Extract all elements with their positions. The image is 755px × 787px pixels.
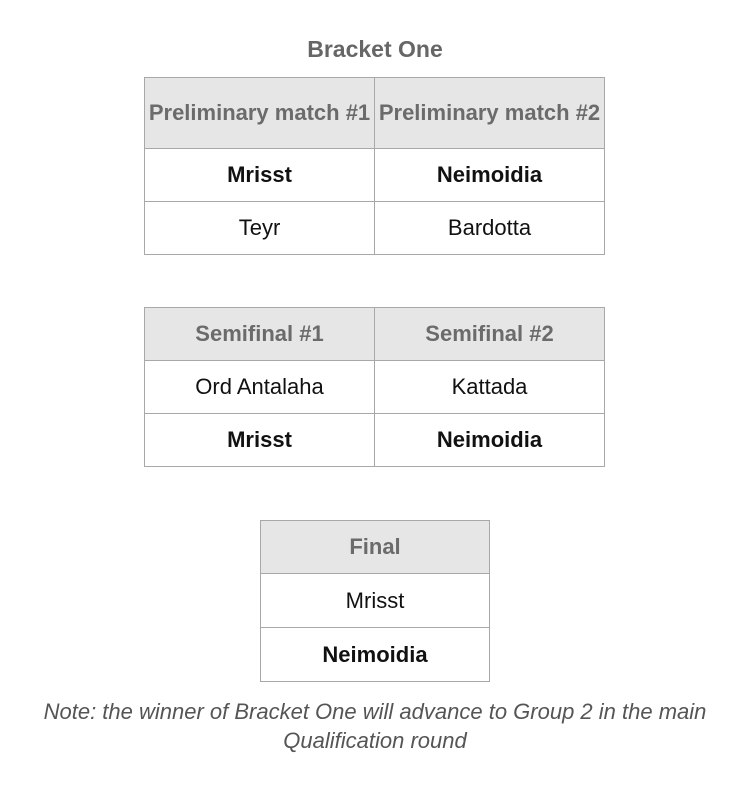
team-cell-winner: Neimoidia xyxy=(261,628,490,682)
table-header-row xyxy=(261,521,490,574)
team-cell-winner: Neimoidia xyxy=(375,149,605,202)
table-header-row xyxy=(145,308,605,361)
column-header-preliminary-2: Preliminary match #2 xyxy=(375,78,605,149)
table-row xyxy=(145,202,605,255)
column-header-final: Final xyxy=(261,521,490,574)
table-row xyxy=(261,574,490,628)
footnote: Note: the winner of Bracket One will advance to Group 2 in the main Qualification round xyxy=(43,699,707,753)
column-header-semifinal-2: Semifinal #2 xyxy=(375,308,605,361)
team-cell: Teyr xyxy=(145,202,375,255)
preliminary-matches-table xyxy=(144,77,605,255)
team-cell: Bardotta xyxy=(375,202,605,255)
team-cell-winner: Neimoidia xyxy=(375,414,605,467)
team-cell: Ord Antalaha xyxy=(145,361,375,414)
team-cell: Mrisst xyxy=(261,574,490,628)
table-row xyxy=(145,149,605,202)
bracket-title: Bracket One xyxy=(307,36,443,62)
semifinals-table xyxy=(144,307,605,467)
table-header-row xyxy=(145,78,605,149)
team-cell: Kattada xyxy=(375,361,605,414)
team-cell-winner: Mrisst xyxy=(145,414,375,467)
column-header-semifinal-1: Semifinal #1 xyxy=(145,308,375,361)
column-header-preliminary-1: Preliminary match #1 xyxy=(145,78,375,149)
table-row xyxy=(261,628,490,682)
table-row xyxy=(145,361,605,414)
table-row xyxy=(145,414,605,467)
final-table xyxy=(260,520,490,682)
team-cell-winner: Mrisst xyxy=(145,149,375,202)
